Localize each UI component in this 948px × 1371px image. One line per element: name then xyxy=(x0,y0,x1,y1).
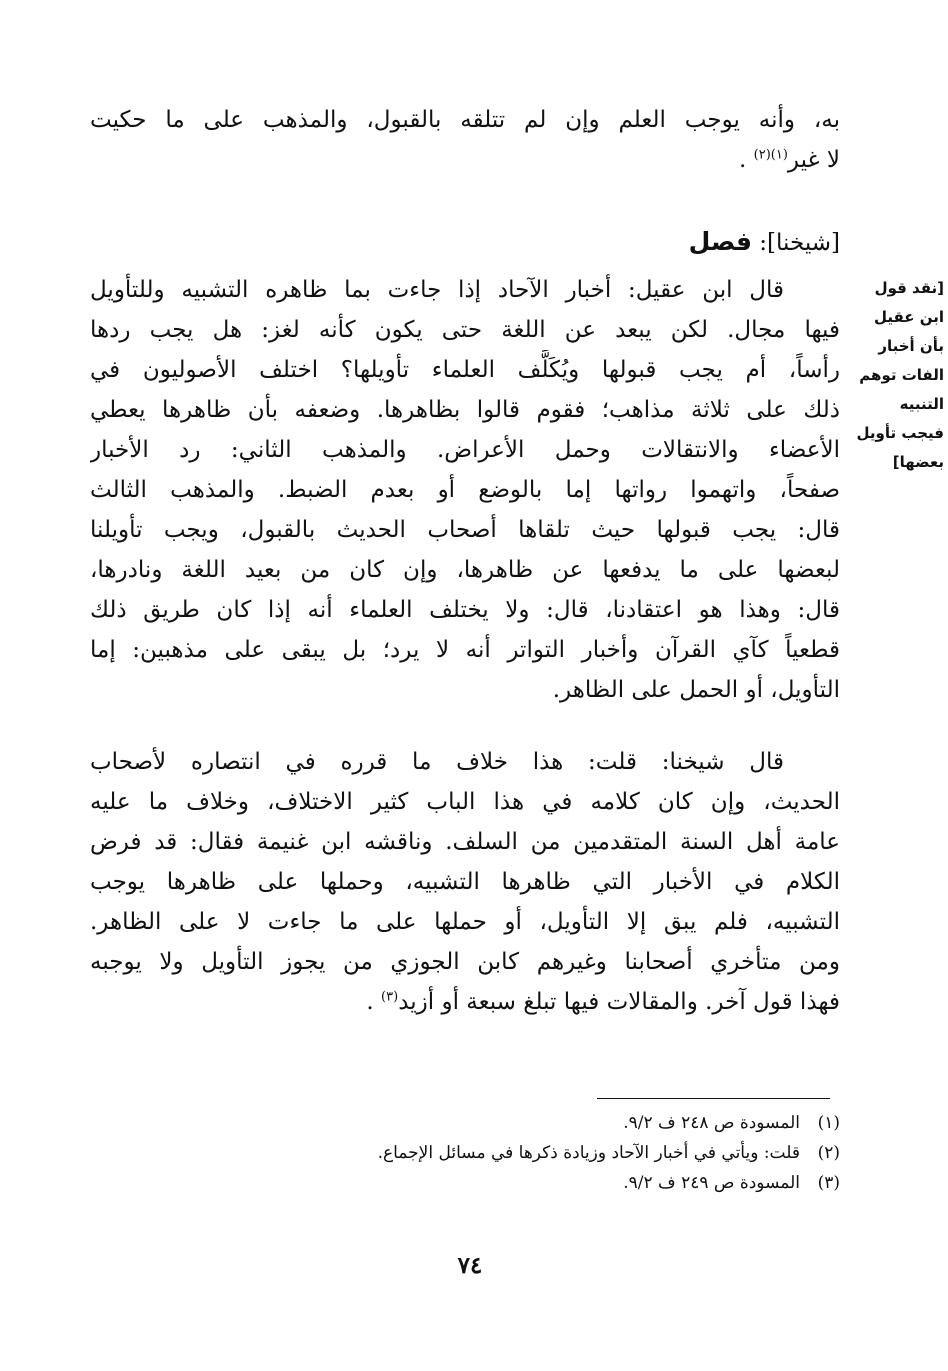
footnote-separator xyxy=(597,1098,830,1099)
paragraph-ibn-aqil xyxy=(90,270,840,710)
text-line: الأعضاء والانتقالات وحمل الأعراض. والمذهب الثاني: رد الأخبار xyxy=(90,437,840,463)
text-line: عامة أهل السنة المتقدمين من السلف. وناقشه ابن غنيمة فقال: قد فرض xyxy=(90,829,840,855)
footnote-number: (١) xyxy=(817,1113,840,1133)
margin-note-line: بأن أخبار xyxy=(878,337,944,355)
footnotes xyxy=(150,1108,840,1198)
text-line: صفحاً، واتهموا رواتها إما بالوضع أو بعدم الضبط. والمذهب الثالث xyxy=(90,477,840,503)
text-line: الحديث، وإن كان كلامه في هذا الباب كثير الاختلاف، وخلاف ما عليه xyxy=(90,789,840,815)
line-text: فهذا قول آخر. والمقالات فيها تبلغ سبعة أو أزيد xyxy=(398,989,840,1015)
footnote-ref: (١)(٢) xyxy=(753,147,788,163)
text-line: به، وأنه يوجب العلم وإن لم تتلقه بالقبول، والمذهب على ما حكيت xyxy=(90,107,840,133)
footnote-number: (٢) xyxy=(817,1143,840,1163)
margin-note-line: ابن عقيل xyxy=(873,308,944,326)
footnote xyxy=(150,1108,840,1138)
footnote xyxy=(150,1138,840,1168)
text-line: رأساً، أم يجب قبولها ويُكَلَّف العلماء تأويلها؟ اختلف الأصوليون في xyxy=(90,357,840,383)
footnote-text: المسودة ص ٢٤٩ ف ٩/٢. xyxy=(623,1173,800,1193)
text-line: الكلام في الأخبار التي ظاهرها التشبيه، وحملها على ظاهرها يوجب xyxy=(90,869,840,895)
margin-note-line: الفات توهم xyxy=(859,366,944,384)
text-line: التأويل، أو الحمل على الظاهر. xyxy=(552,677,840,703)
margin-note-line: بعضها] xyxy=(892,453,944,471)
line-text: لا غير xyxy=(787,147,840,173)
section-heading xyxy=(90,222,840,262)
text-line: قطعياً كآي القرآن وأخبار التواتر أنه لا يرد؛ بل يبقى على مذهبين: إما xyxy=(90,637,840,663)
page-number: ٧٤ xyxy=(457,1252,483,1279)
margin-note xyxy=(832,274,944,477)
text-line: ذلك على ثلاثة مذاهب؛ فقوم قالوا بظاهرها. وضعفه بأن ظاهرها يعطي xyxy=(90,397,840,423)
text-line: فيها مجال. لكن يبعد عن اللغة حتى يكون كأنه لغز: هل يجب ردها xyxy=(90,317,840,343)
text-line xyxy=(90,982,840,1022)
text-line: ومن متأخري أصحابنا وغيرهم كابن الجوزي من يجوز التأويل ولا يوجبه xyxy=(90,949,840,975)
footnote-text: المسودة ص ٢٤٨ ف ٩/٢. xyxy=(623,1113,800,1133)
paragraph-shaykh xyxy=(90,742,840,1022)
text-line: قال شيخنا: قلت: هذا خلاف ما قرره في انتصاره لأصحاب xyxy=(90,749,784,775)
heading-title: فصل xyxy=(688,227,752,256)
heading-attribution: [شيخنا]: xyxy=(759,230,840,256)
sentence-end: . xyxy=(739,147,747,173)
continued-paragraph xyxy=(90,100,840,180)
text-line: قال ابن عقيل: أخبار الآحاد إذا جاءت بما ظاهره التشبيه وللتأويل xyxy=(90,277,784,303)
text-line xyxy=(90,140,840,180)
footnote-ref: (٣) xyxy=(381,989,399,1005)
text-line: قال: وهذا هو اعتقادنا، قال: ولا يختلف العلماء أنه إذا كان طريق ذلك xyxy=(90,597,840,623)
text-line: لبعضها على ما يدفعها عن ظاهرها، وإن كان من بعيد اللغة ونادرها، xyxy=(90,557,840,583)
footnote-text: قلت: ويأتي في أخبار الآحاد وزيادة ذكرها في مسائل الإجماع. xyxy=(377,1143,800,1163)
margin-note-line: فيجب تأويل xyxy=(856,424,944,442)
footnote-number: (٣) xyxy=(817,1173,840,1193)
margin-note-line: [نقد قول xyxy=(874,279,944,297)
margin-note-line: التنبيه xyxy=(899,395,944,413)
text-line: قال: يجب قبولها حيث تلقاها أصحاب الحديث بالقبول، ويجب تأويلنا xyxy=(90,517,840,543)
text-line: التشبيه، فلم يبق إلا التأويل، أو حملها على ما جاءت لا على الظاهر. xyxy=(90,909,840,935)
sentence-end: . xyxy=(366,989,374,1015)
footnote xyxy=(150,1168,840,1198)
